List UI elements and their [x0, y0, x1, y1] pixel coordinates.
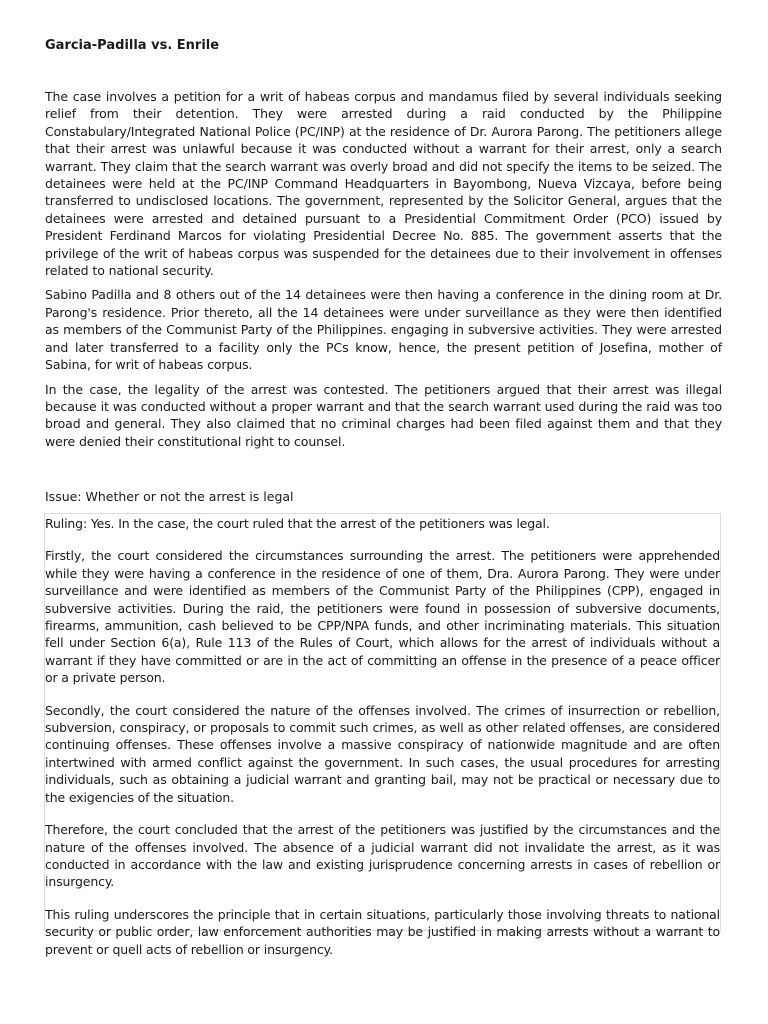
- ruling-paragraph: Firstly, the court considered the circumstances surrounding the arrest. The petitioners were apprehended while they were having a conference in the residence of one of them, Dra. Aurora Parong. They were under surveillance and were identified as members of the Communist Party of the Philippines (CPP), engaged in subversive activities. During the raid, the petitioners were found in possession of subversive documents, firearms, ammunition, cash believed to be CPP/NPA funds, and other incriminating materials. This situation fell under Section 6(a), Rule 113 of the Rules of Court, which allows for the arrest of individuals without a warrant if they have committed or are in the act of committing an offense in the presence of a peace officer or a private person.: [45, 548, 720, 686]
- intro-paragraph: In the case, the legality of the arrest was contested. The petitioners argued that their arrest was illegal because it was conducted without a proper warrant and that the search warrant used during the raid was too broad and general. They also claimed that no criminal charges had been filed against them and that they were denied their constitutional right to counsel.: [45, 381, 722, 449]
- intro-section: [45, 88, 722, 450]
- ruling-paragraph: This ruling underscores the principle that in certain situations, particularly those involving threats to national security or public order, law enforcement authorities may be justified in making arrests without a warrant to prevent or quell acts of rebellion or insurgency.: [45, 906, 720, 957]
- issue-statement: Issue: Whether or not the arrest is legal: [45, 489, 294, 504]
- ruling-paragraph: Ruling: Yes. In the case, the court ruled that the arrest of the petitioners was legal.: [45, 516, 550, 531]
- intro-paragraph: Sabino Padilla and 8 others out of the 14 detainees were then having a conference in the dining room at Dr. Parong's residence. Prior thereto, all the 14 detainees were under surveillance as they were then identified as members of the Communist Party of the Philippines. engaging in subversive activities. They were arrested and later transferred to a facility only the PCs know, hence, the present petition of Josefina, mother of Sabina, for writ of habeas corpus.: [45, 287, 722, 373]
- document-title: Garcia-Padilla vs. Enrile: [45, 38, 220, 53]
- ruling-section: [44, 513, 721, 957]
- ruling-paragraph: Secondly, the court considered the nature of the offenses involved. The crimes of insurrection or rebellion, subversion, conspiracy, or proposals to commit such crimes, as well as other related offenses, are considered continuing offenses. These offenses involve a massive conspiracy of nationwide magnitude and are often intertwined with armed conflict against the government. In such cases, the usual procedures for arresting individuals, such as obtaining a judicial warrant and granting bail, may not be practical or necessary due to the exigencies of the situation.: [45, 702, 720, 805]
- ruling-paragraph: Therefore, the court concluded that the arrest of the petitioners was justified by the circumstances and the nature of the offenses involved. The absence of a judicial warrant did not invalidate the arrest, as it was conducted in accordance with the law and existing jurisprudence concerning arrests in cases of rebellion or insurgency.: [45, 822, 720, 890]
- intro-paragraph: The case involves a petition for a writ of habeas corpus and mandamus filed by several individuals seeking relief from their detention. They were arrested during a raid conducted by the Philippine Constabulary/Integrated National Police (PC/INP) at the residence of Dr. Aurora Parong. The petitioners allege that their arrest was unlawful because it was conducted without a warrant for their arrest, only a search warrant. They claim that the search warrant was overly broad and did not specify the items to be seized. The detainees were held at the PC/INP Command Headquarters in Bayombong, Nueva Vizcaya, before being transferred to undisclosed locations. The government, represented by the Solicitor General, argues that the detainees were arrested and detained pursuant to a Presidential Commitment Order (PCO) issued by President Ferdinand Marcos for violating Presidential Decree No. 885. The government asserts that the privilege of the writ of habeas corpus was suspended for the detainees due to their involvement in offenses related to national security.: [45, 89, 722, 279]
